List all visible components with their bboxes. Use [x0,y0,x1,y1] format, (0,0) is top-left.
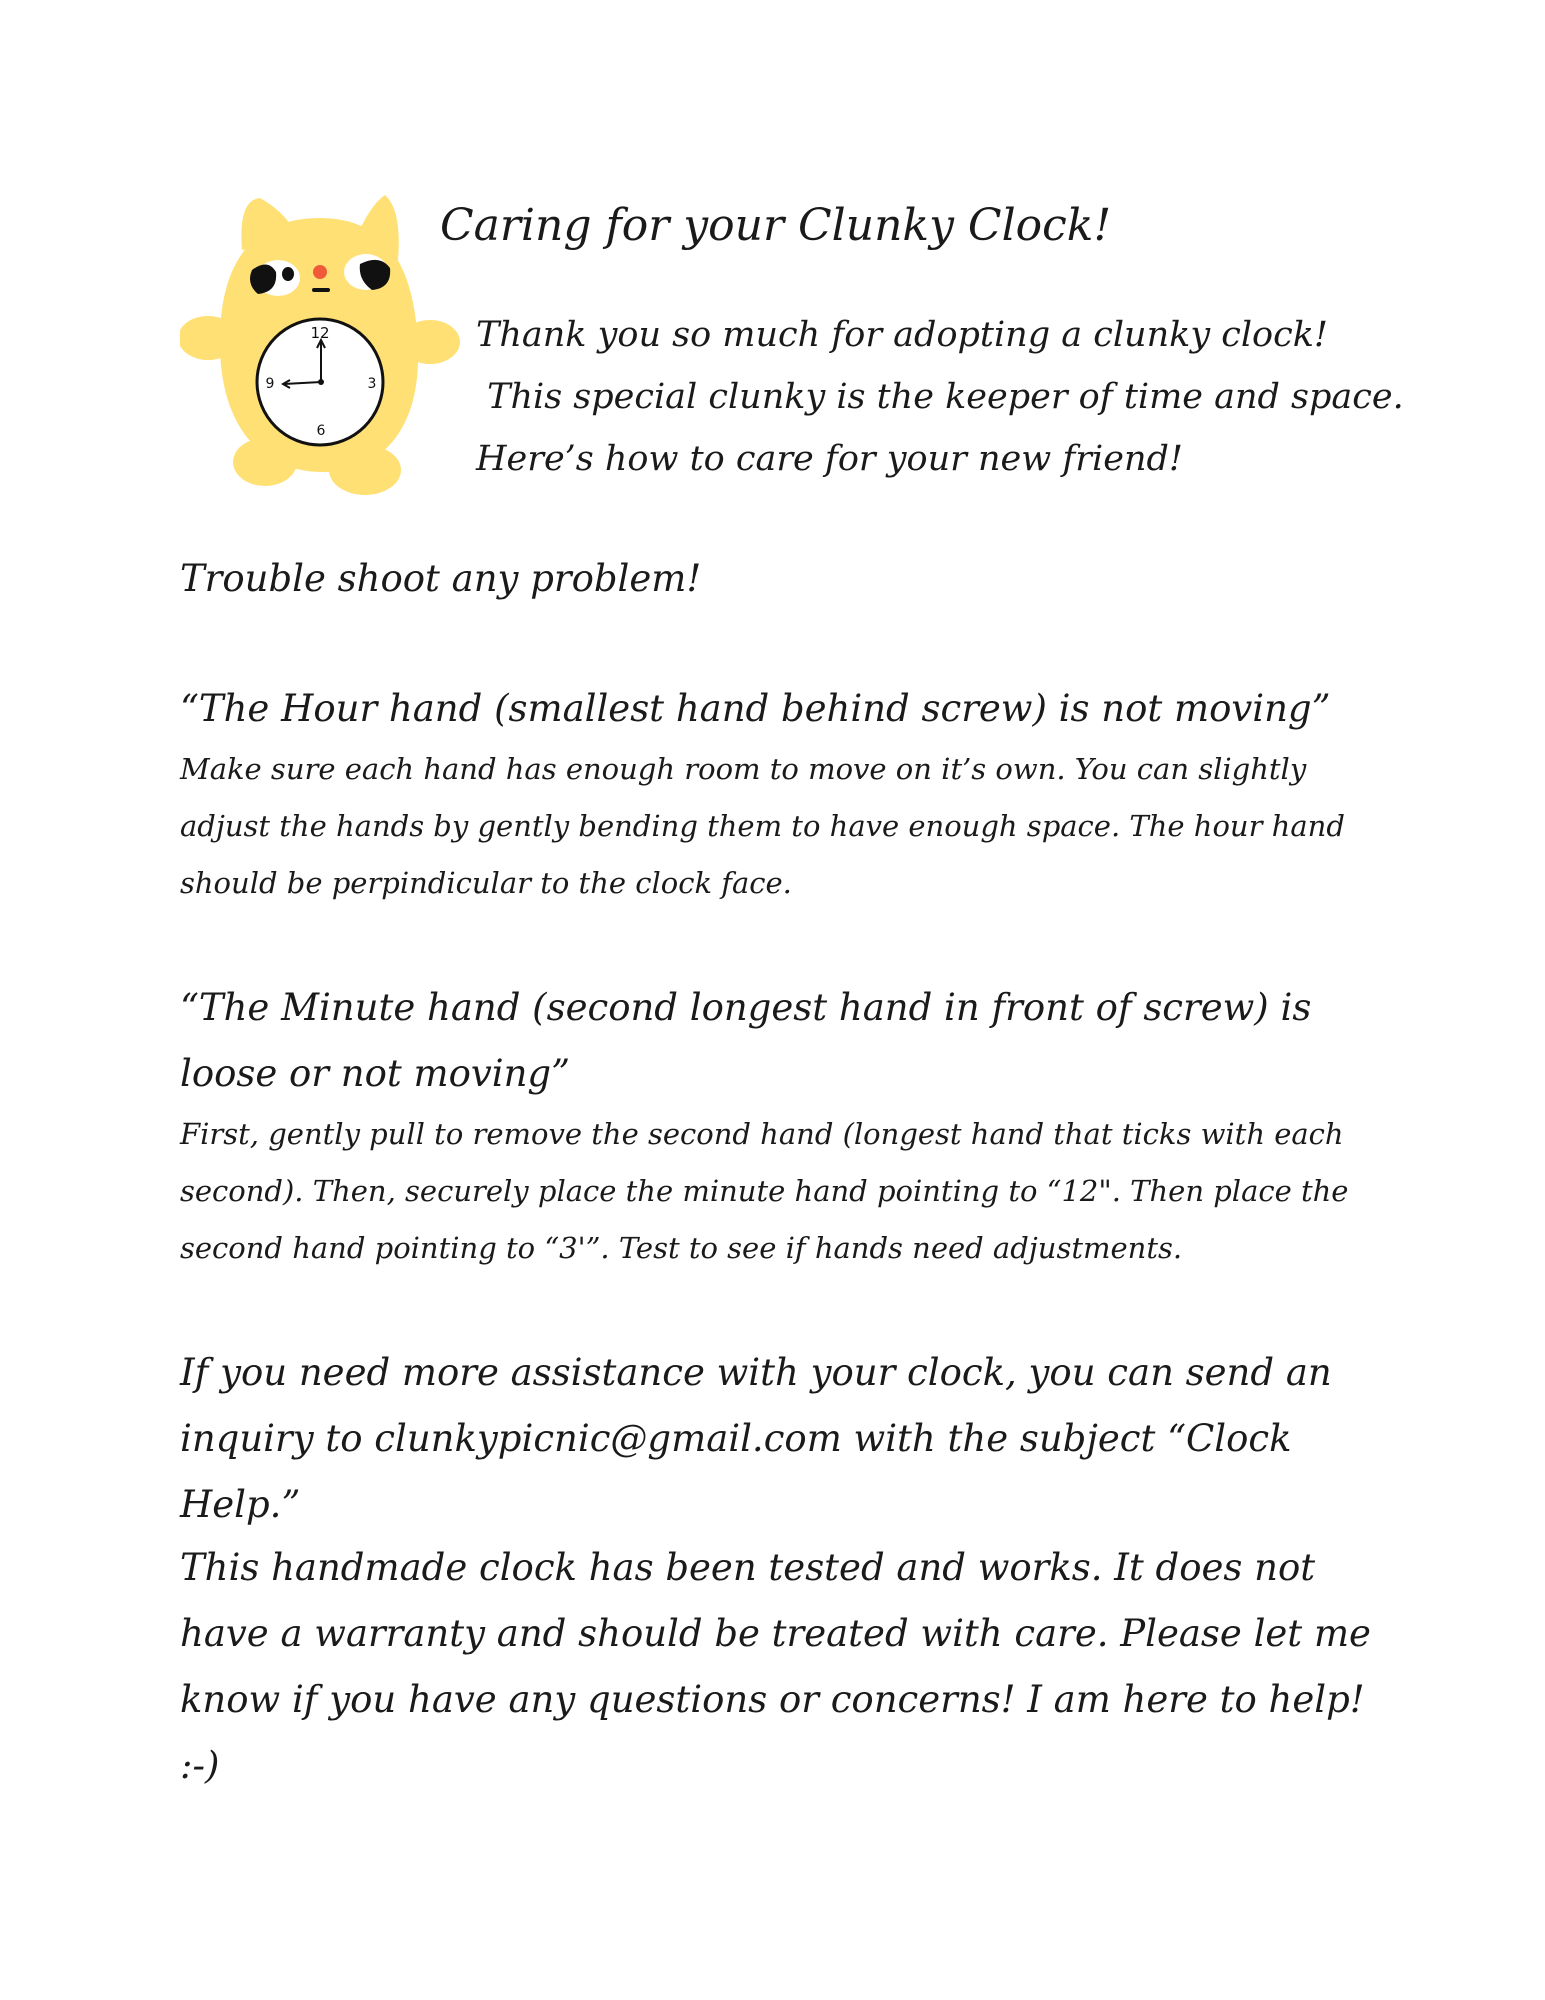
intro-line: Thank you so much for adopting a clunky clock! [476,315,1328,355]
clock-number-3: 3 [367,376,377,392]
page-title: Caring for your Clunky Clock! [440,200,1112,251]
disclaimer-paragraph: This handmade clock has been tested and works. It does not have a warranty and should be treated with care. Please let me know if you have any questions or concerns! I am here to help! :-) [180,1546,1371,1787]
issue-title-minute-hand: “The Minute hand (second longest hand in front of screw) is loose or not moving” [180,986,1312,1095]
clock-cat-mascot-icon [180,190,460,500]
issue-title-hour-hand: “The Hour hand (smallest hand behind screw) is not moving” [180,687,1331,730]
intro-line: This special clunky is the keeper of time and space. [476,377,1404,417]
intro-text [476,304,1404,490]
troubleshoot-heading: Trouble shoot any problem! [180,557,702,600]
assistance-paragraph: If you need more assistance with your clock, you can send an inquiry to clunkypicnic@gmail.com with the subject “Clock Help.” [180,1351,1332,1526]
issue-body-minute-hand: First, gently pull to remove the second hand (longest hand that ticks with each second). Then, securely place the minute hand pointing to “12". Then place the second hand pointing to “3'”. Test to see if hands need adjustments. [180,1117,1349,1265]
clock-number-6: 6 [316,423,326,439]
clock-number-12: 12 [310,324,330,342]
clock-number-9: 9 [265,376,275,392]
issue-body-hour-hand: Make sure each hand has enough room to move on it’s own. You can slightly adjust the hands by gently bending them to have enough space. The hour hand should be perpindicular to the clock face. [180,752,1345,900]
intro-line: Here’s how to care for your new friend! [476,439,1183,479]
